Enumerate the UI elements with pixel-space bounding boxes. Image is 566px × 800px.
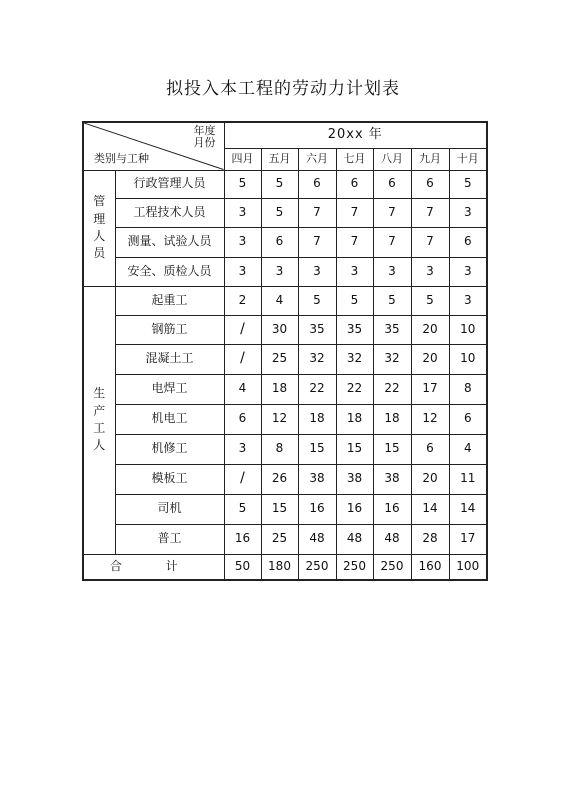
count-cell: 3 bbox=[449, 198, 487, 227]
job-type: 机修工 bbox=[115, 434, 224, 464]
count-cell: 32 bbox=[336, 344, 373, 374]
count-cell: 15 bbox=[261, 494, 298, 524]
count-cell: 5 bbox=[336, 286, 373, 315]
count-cell: 7 bbox=[373, 227, 411, 257]
count-cell: 48 bbox=[298, 524, 336, 554]
count-cell: 3 bbox=[373, 257, 411, 286]
count-cell: 28 bbox=[411, 524, 449, 554]
table-row bbox=[83, 524, 487, 554]
count-cell: 12 bbox=[411, 404, 449, 434]
count-cell: 16 bbox=[336, 494, 373, 524]
count-cell: 5 bbox=[373, 286, 411, 315]
count-cell: 5 bbox=[298, 286, 336, 315]
header-diagonal-cell bbox=[83, 122, 224, 170]
job-type: 普工 bbox=[115, 524, 224, 554]
count-cell: 4 bbox=[449, 434, 487, 464]
count-cell: 6 bbox=[373, 170, 411, 198]
count-cell: 14 bbox=[449, 494, 487, 524]
count-cell: 6 bbox=[336, 170, 373, 198]
count-cell: 3 bbox=[449, 286, 487, 315]
month-header: 七月 bbox=[336, 148, 373, 170]
count-cell: 15 bbox=[373, 434, 411, 464]
count-cell: 3 bbox=[449, 257, 487, 286]
count-cell: 10 bbox=[449, 344, 487, 374]
count-cell: 20 bbox=[411, 315, 449, 344]
job-type: 司机 bbox=[115, 494, 224, 524]
count-cell: 6 bbox=[449, 404, 487, 434]
page-title: 拟投入本工程的劳动力计划表 bbox=[166, 79, 400, 99]
table-row bbox=[83, 198, 487, 227]
count-cell: 17 bbox=[411, 374, 449, 404]
count-cell: 25 bbox=[261, 344, 298, 374]
month-header: 十月 bbox=[449, 148, 487, 170]
count-cell: 7 bbox=[373, 198, 411, 227]
group-label-char: 管 bbox=[93, 194, 106, 209]
job-type: 钢筋工 bbox=[115, 315, 224, 344]
total-cell: 250 bbox=[336, 554, 373, 580]
count-cell: 5 bbox=[449, 170, 487, 198]
count-cell: 38 bbox=[373, 464, 411, 494]
count-cell: 3 bbox=[336, 257, 373, 286]
count-cell: 5 bbox=[261, 198, 298, 227]
total-cell: 250 bbox=[373, 554, 411, 580]
count-cell: 7 bbox=[298, 198, 336, 227]
count-cell: 35 bbox=[298, 315, 336, 344]
count-cell: 38 bbox=[298, 464, 336, 494]
job-type: 混凝土工 bbox=[115, 344, 224, 374]
count-cell: 6 bbox=[298, 170, 336, 198]
group-label-char: 人 bbox=[93, 438, 106, 453]
job-type: 安全、质检人员 bbox=[115, 257, 224, 286]
year-value: 20xx 年 bbox=[224, 122, 487, 148]
total-cell: 160 bbox=[411, 554, 449, 580]
count-cell: 6 bbox=[261, 227, 298, 257]
total-cell: 250 bbox=[298, 554, 336, 580]
count-cell: 48 bbox=[373, 524, 411, 554]
count-cell: 3 bbox=[224, 257, 261, 286]
count-cell: 35 bbox=[373, 315, 411, 344]
count-cell: 2 bbox=[224, 286, 261, 315]
category-header-label: 类别与工种 bbox=[94, 152, 149, 166]
total-cell: 180 bbox=[261, 554, 298, 580]
group-label bbox=[83, 286, 115, 554]
count-cell: / bbox=[224, 315, 261, 344]
count-cell: 6 bbox=[411, 170, 449, 198]
count-cell: 14 bbox=[411, 494, 449, 524]
count-cell: 6 bbox=[224, 404, 261, 434]
count-cell: 6 bbox=[449, 227, 487, 257]
count-cell: 17 bbox=[449, 524, 487, 554]
group-label-char: 员 bbox=[93, 246, 106, 261]
table-row bbox=[83, 286, 487, 315]
count-cell: / bbox=[224, 344, 261, 374]
count-cell: 15 bbox=[298, 434, 336, 464]
count-cell: 22 bbox=[336, 374, 373, 404]
table-row bbox=[83, 404, 487, 434]
count-cell: 7 bbox=[411, 198, 449, 227]
total-label: 合 计 bbox=[83, 554, 224, 580]
count-cell: 18 bbox=[336, 404, 373, 434]
job-type: 行政管理人员 bbox=[115, 170, 224, 198]
count-cell: 4 bbox=[224, 374, 261, 404]
count-cell: 11 bbox=[449, 464, 487, 494]
count-cell: 6 bbox=[411, 434, 449, 464]
month-header: 四月 bbox=[224, 148, 261, 170]
count-cell: 32 bbox=[373, 344, 411, 374]
count-cell: 3 bbox=[224, 198, 261, 227]
count-cell: 5 bbox=[224, 170, 261, 198]
labor-plan-table bbox=[82, 121, 488, 581]
month-header-label: 月份 bbox=[193, 136, 216, 149]
count-cell: 7 bbox=[298, 227, 336, 257]
count-cell: 3 bbox=[224, 434, 261, 464]
count-cell: 18 bbox=[373, 404, 411, 434]
year-header-label: 年度 bbox=[193, 124, 216, 137]
total-cell: 100 bbox=[449, 554, 487, 580]
table-row bbox=[83, 315, 487, 344]
count-cell: 30 bbox=[261, 315, 298, 344]
count-cell: 16 bbox=[373, 494, 411, 524]
group-label-char: 理 bbox=[93, 211, 106, 226]
count-cell: 5 bbox=[261, 170, 298, 198]
table-row bbox=[83, 227, 487, 257]
count-cell: 7 bbox=[336, 227, 373, 257]
job-type: 工程技术人员 bbox=[115, 198, 224, 227]
count-cell: 3 bbox=[298, 257, 336, 286]
table-row bbox=[83, 374, 487, 404]
group-label-char: 人 bbox=[93, 229, 106, 243]
count-cell: 3 bbox=[224, 227, 261, 257]
job-type: 模板工 bbox=[115, 464, 224, 494]
count-cell: 22 bbox=[373, 374, 411, 404]
count-cell: 4 bbox=[261, 286, 298, 315]
group-label-char: 产 bbox=[93, 403, 106, 418]
group-label bbox=[83, 170, 115, 286]
count-cell: 12 bbox=[261, 404, 298, 434]
count-cell: 3 bbox=[411, 257, 449, 286]
count-cell: 18 bbox=[298, 404, 336, 434]
job-type: 测量、试验人员 bbox=[115, 227, 224, 257]
count-cell: 48 bbox=[336, 524, 373, 554]
count-cell: 25 bbox=[261, 524, 298, 554]
table-row bbox=[83, 170, 487, 198]
count-cell: 18 bbox=[261, 374, 298, 404]
count-cell: 20 bbox=[411, 464, 449, 494]
job-type: 起重工 bbox=[115, 286, 224, 315]
job-type: 电焊工 bbox=[115, 374, 224, 404]
count-cell: 8 bbox=[449, 374, 487, 404]
count-cell: / bbox=[224, 464, 261, 494]
table-row bbox=[83, 494, 487, 524]
count-cell: 16 bbox=[224, 524, 261, 554]
table-row bbox=[83, 257, 487, 286]
count-cell: 16 bbox=[298, 494, 336, 524]
count-cell: 26 bbox=[261, 464, 298, 494]
count-cell: 5 bbox=[224, 494, 261, 524]
total-cell: 50 bbox=[224, 554, 261, 580]
count-cell: 22 bbox=[298, 374, 336, 404]
table-row bbox=[83, 344, 487, 374]
month-header: 六月 bbox=[298, 148, 336, 170]
count-cell: 7 bbox=[336, 198, 373, 227]
count-cell: 7 bbox=[411, 227, 449, 257]
month-header: 九月 bbox=[411, 148, 449, 170]
count-cell: 3 bbox=[261, 257, 298, 286]
total-row bbox=[83, 554, 487, 580]
month-header: 五月 bbox=[261, 148, 298, 170]
month-header: 八月 bbox=[373, 148, 411, 170]
count-cell: 38 bbox=[336, 464, 373, 494]
group-label-char: 生 bbox=[93, 386, 106, 401]
count-cell: 15 bbox=[336, 434, 373, 464]
count-cell: 10 bbox=[449, 315, 487, 344]
table-row bbox=[83, 464, 487, 494]
count-cell: 20 bbox=[411, 344, 449, 374]
count-cell: 5 bbox=[411, 286, 449, 315]
table-row bbox=[83, 434, 487, 464]
group-label-char: 工 bbox=[93, 421, 106, 435]
count-cell: 32 bbox=[298, 344, 336, 374]
count-cell: 8 bbox=[261, 434, 298, 464]
job-type: 机电工 bbox=[115, 404, 224, 434]
count-cell: 35 bbox=[336, 315, 373, 344]
